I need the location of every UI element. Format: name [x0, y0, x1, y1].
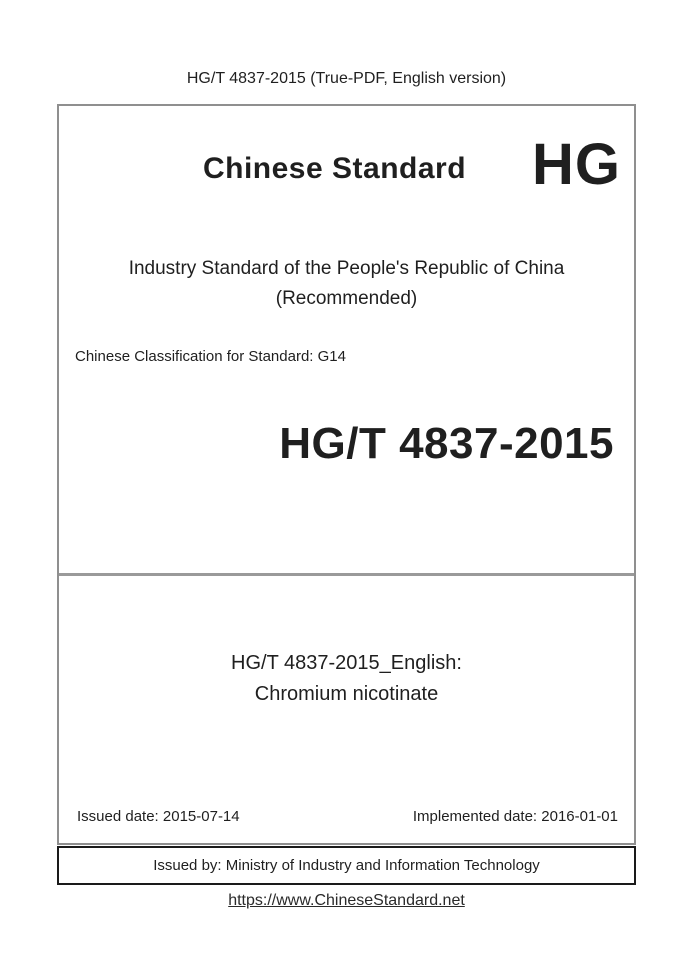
section-divider — [59, 573, 634, 576]
brand-title: Chinese Standard — [202, 152, 467, 185]
footer-link[interactable]: https://www.ChineseStandard.net — [228, 892, 465, 909]
issued-by-label: Issued by: Ministry of Industry and Information Technology — [153, 857, 540, 874]
subtitle-line-1: Industry Standard of the People's Republic of China — [128, 258, 565, 279]
issued-date: Issued date: 2015-07-14 — [77, 808, 240, 825]
hg-logo: HG — [532, 132, 621, 197]
subtitle-block — [59, 254, 634, 314]
subtitle-line-2: (Recommended) — [275, 288, 418, 309]
footer — [0, 892, 693, 910]
english-title-line-2: Chromium nicotinate — [254, 683, 439, 705]
page-header-title: HG/T 4837-2015 (True-PDF, English version) — [186, 70, 507, 87]
dates-row — [77, 807, 618, 827]
cover-box — [57, 104, 636, 845]
english-title-block — [59, 648, 634, 710]
standard-number: HG/T 4837-2015 — [279, 419, 614, 468]
english-title-line-1: HG/T 4837-2015_English: — [231, 652, 462, 674]
implemented-date: Implemented date: 2016-01-01 — [412, 808, 618, 825]
issuer-box — [57, 846, 636, 885]
classification-label: Chinese Classification for Standard: G14 — [75, 348, 346, 365]
